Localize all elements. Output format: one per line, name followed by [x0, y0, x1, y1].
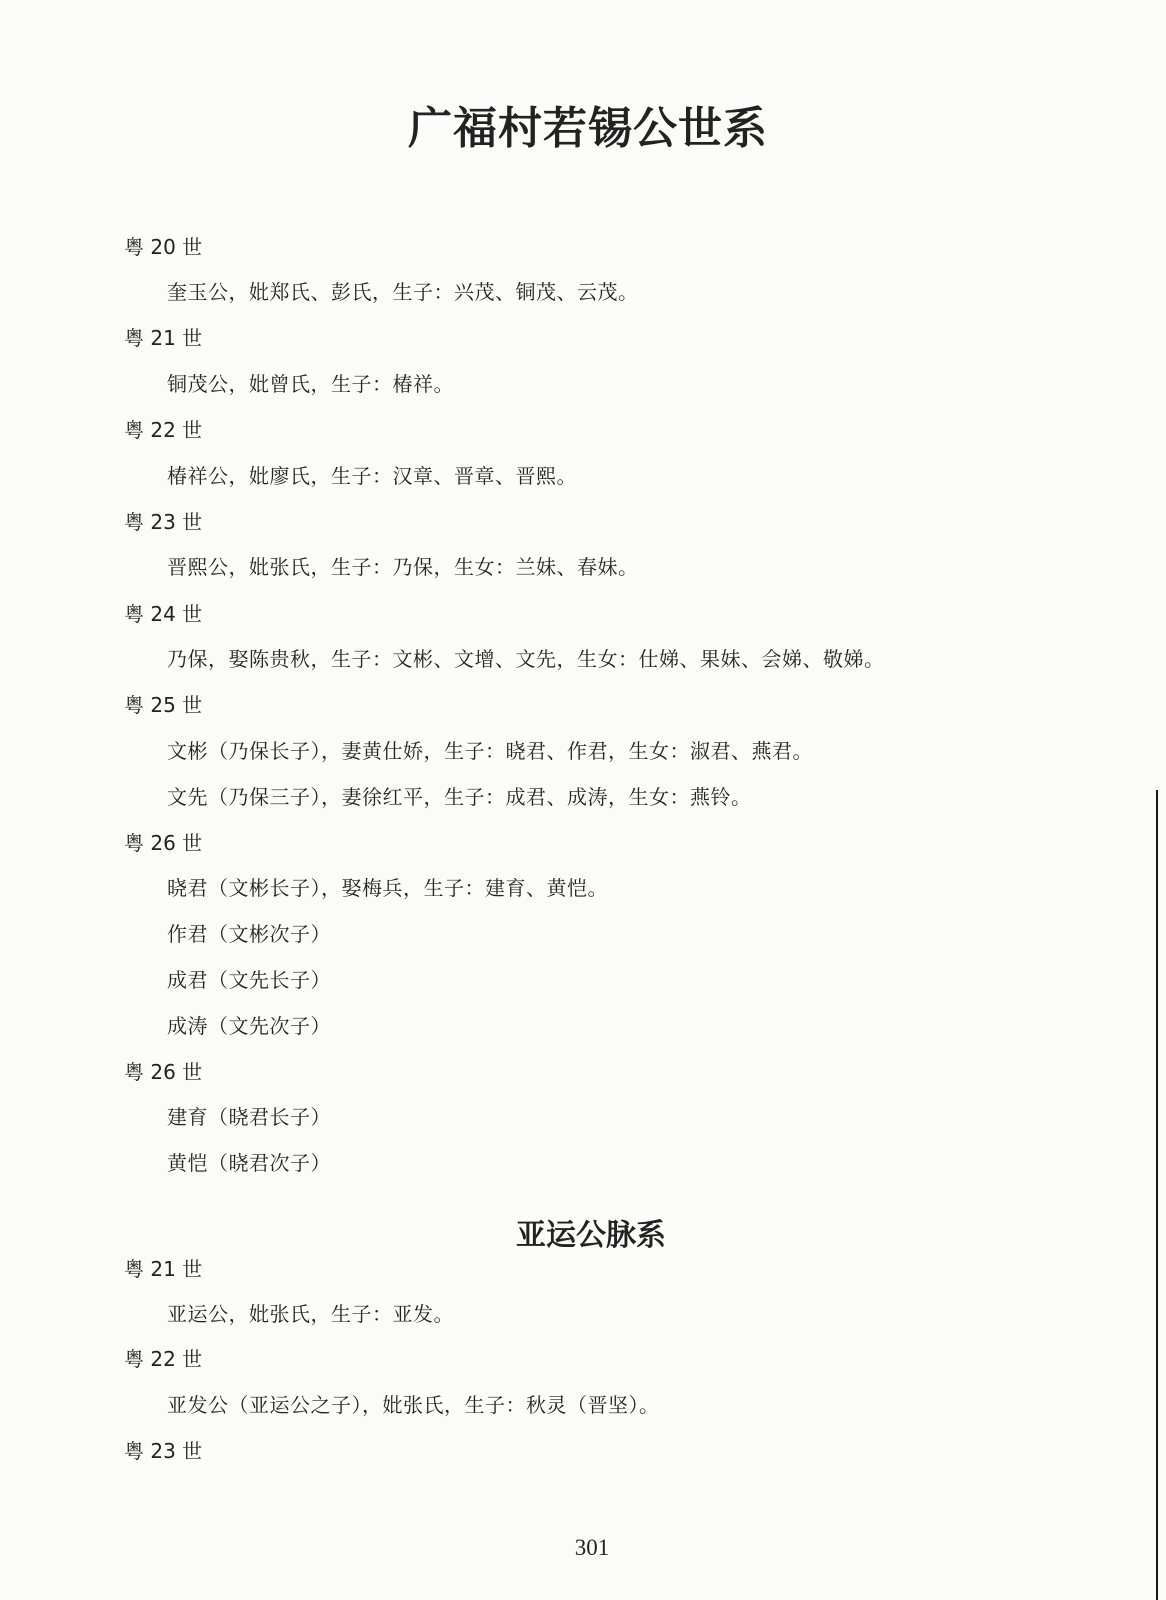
lineage-entry: 黄恺（晓君次子） [167, 1151, 331, 1175]
lineage-entry: 作君（文彬次子） [167, 922, 331, 946]
lineage-entry: 成君（文先长子） [167, 968, 331, 992]
page-number: 301 [574, 1535, 610, 1560]
lineage-entry: 亚运公，妣张氏，生子：亚发。 [167, 1302, 454, 1326]
generation-heading: 粤 21 世 [124, 1257, 203, 1281]
generation-heading: 粤 23 世 [124, 1439, 203, 1463]
generation-heading: 粤 22 世 [124, 418, 203, 442]
generation-heading: 粤 23 世 [124, 510, 203, 534]
page-edge-divider [1156, 790, 1158, 1600]
generation-heading: 粤 25 世 [124, 693, 203, 717]
page-title: 广福村若锡公世系 [408, 103, 768, 154]
generation-heading: 粤 22 世 [124, 1347, 203, 1371]
lineage-entry: 文先（乃保三子），妻徐红平，生子：成君、成涛，生女：燕铃。 [167, 785, 752, 809]
lineage-entry: 文彬（乃保长子），妻黄仕娇，生子：晓君、作君，生女：淑君、燕君。 [167, 739, 813, 763]
generation-heading: 粤 24 世 [124, 602, 203, 626]
generation-heading: 粤 26 世 [124, 1060, 203, 1084]
lineage-entry: 晋熙公，妣张氏，生子：乃保，生女：兰妹、春妹。 [167, 555, 639, 579]
section-title: 亚运公脉系 [516, 1218, 666, 1253]
lineage-entry: 成涛（文先次子） [167, 1014, 331, 1038]
lineage-entry: 铜茂公，妣曾氏，生子：椿祥。 [167, 372, 454, 396]
lineage-entry: 晓君（文彬长子），娶梅兵，生子：建育、黄恺。 [167, 876, 608, 900]
lineage-entry: 奎玉公，妣郑氏、彭氏，生子：兴茂、铜茂、云茂。 [167, 280, 639, 304]
lineage-entry: 建育（晓君长子） [167, 1105, 331, 1129]
lineage-entry: 椿祥公，妣廖氏，生子：汉章、晋章、晋熙。 [167, 464, 577, 488]
lineage-entry: 亚发公（亚运公之子），妣张氏，生子：秋灵（晋坚）。 [167, 1393, 660, 1417]
generation-heading: 粤 21 世 [124, 326, 203, 350]
generation-heading: 粤 26 世 [124, 831, 203, 855]
generation-heading: 粤 20 世 [124, 235, 203, 259]
lineage-entry: 乃保，娶陈贵秋，生子：文彬、文增、文先，生女：仕娣、果妹、会娣、敬娣。 [167, 647, 885, 671]
